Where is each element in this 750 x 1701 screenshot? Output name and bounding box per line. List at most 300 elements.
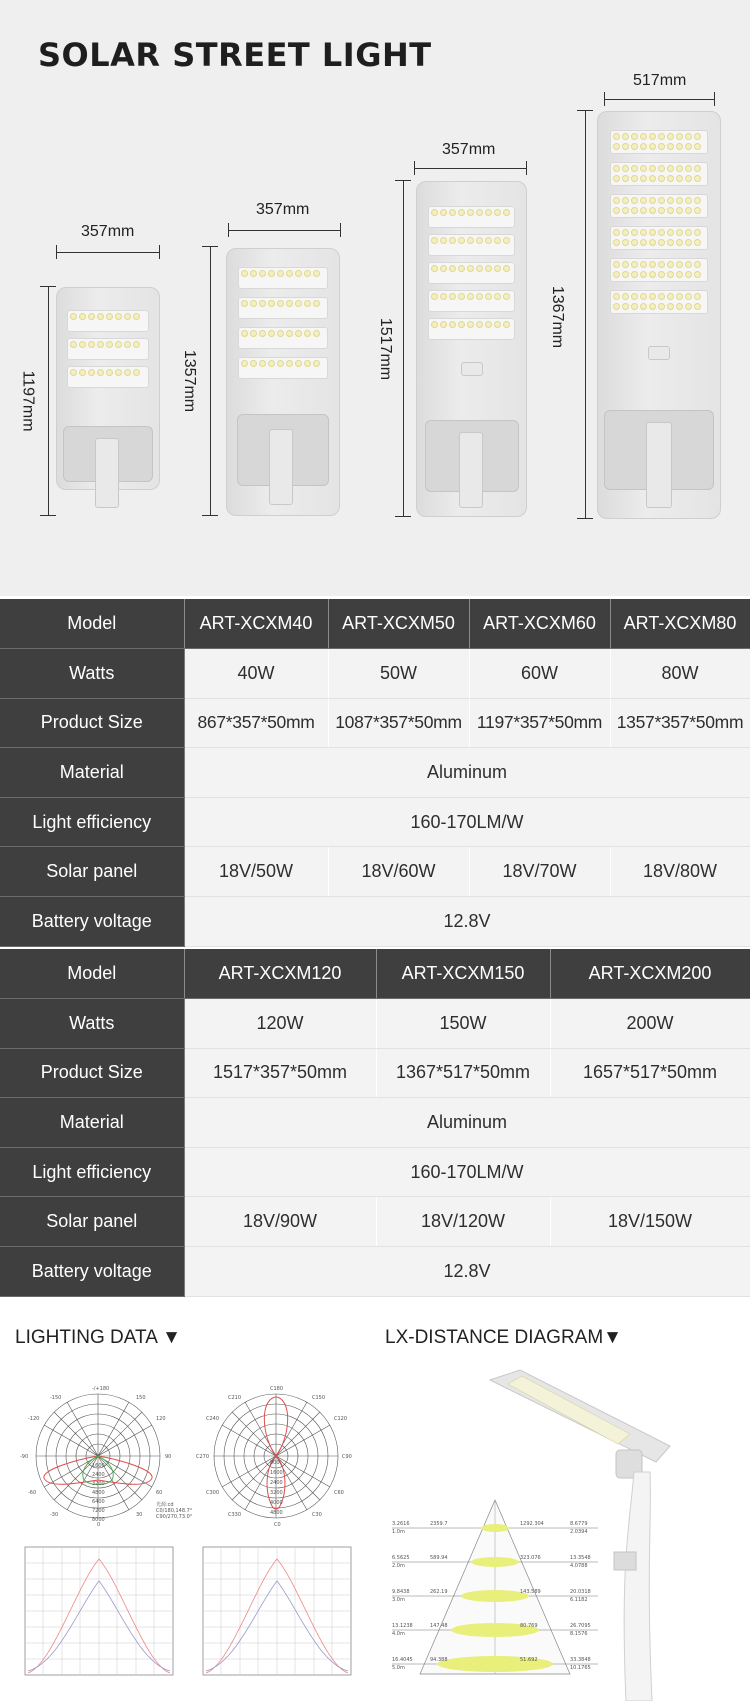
lx-distance: 1.0m bbox=[392, 1529, 405, 1535]
led-chip bbox=[676, 229, 683, 236]
table-cell: 18V/80W bbox=[610, 847, 750, 897]
table-cell-merged: 12.8V bbox=[184, 1247, 750, 1297]
lx-value: 2359.7 bbox=[430, 1521, 448, 1527]
lx-value: 10.1765 bbox=[570, 1665, 591, 1671]
table-cell: ART-XCXM200 bbox=[550, 949, 750, 999]
led-chip bbox=[622, 165, 629, 172]
led-chip bbox=[97, 369, 104, 376]
led-chip bbox=[494, 293, 501, 300]
led-chip bbox=[631, 143, 638, 150]
led-chip bbox=[640, 143, 647, 150]
lx-value: 20.0318 bbox=[570, 1589, 591, 1595]
led-chip bbox=[676, 143, 683, 150]
led-chip bbox=[676, 271, 683, 278]
led-chip bbox=[676, 239, 683, 246]
led-chip bbox=[649, 207, 656, 214]
led-chip bbox=[658, 261, 665, 268]
ring-label: 8000 bbox=[92, 1517, 105, 1523]
table-row bbox=[0, 897, 750, 947]
lx-value: 6.1182 bbox=[570, 1597, 588, 1603]
table-row bbox=[0, 698, 750, 748]
row-label: Watts bbox=[0, 999, 184, 1049]
row-label: Model bbox=[0, 949, 184, 999]
led-chip bbox=[694, 197, 701, 204]
led-chip bbox=[97, 341, 104, 348]
led-module bbox=[238, 267, 328, 289]
table-cell-merged: 12.8V bbox=[184, 897, 750, 947]
led-chip bbox=[295, 300, 302, 307]
led-chip bbox=[613, 175, 620, 182]
led-chip bbox=[694, 175, 701, 182]
led-chip bbox=[449, 209, 456, 216]
lx-value: 51.692 bbox=[520, 1657, 538, 1663]
led-chip bbox=[685, 239, 692, 246]
led-chip bbox=[259, 360, 266, 367]
polar-label: C180 bbox=[270, 1386, 284, 1392]
led-chip bbox=[268, 270, 275, 277]
lx-value: 8.6779 bbox=[570, 1521, 588, 1527]
led-chip bbox=[277, 330, 284, 337]
led-chip bbox=[631, 133, 638, 140]
polar-label: 0 bbox=[97, 1522, 101, 1528]
led-chip bbox=[667, 143, 674, 150]
lx-value: 16.4045 bbox=[392, 1657, 413, 1663]
led-chip bbox=[124, 369, 131, 376]
led-chip bbox=[649, 143, 656, 150]
lx-value: 8.1576 bbox=[570, 1631, 588, 1637]
led-chip bbox=[241, 330, 248, 337]
polar-label: -30 bbox=[50, 1512, 59, 1518]
table-cell: ART-XCXM60 bbox=[469, 599, 610, 649]
lx-value: 3.2616 bbox=[392, 1521, 410, 1527]
table-cell: 150W bbox=[376, 999, 550, 1049]
lx-value: 262.19 bbox=[430, 1589, 448, 1595]
led-chip bbox=[640, 271, 647, 278]
table-cell: 18V/150W bbox=[550, 1197, 750, 1247]
led-panel bbox=[508, 1376, 630, 1444]
lamp3-image bbox=[416, 181, 527, 517]
led-chip bbox=[694, 133, 701, 140]
led-chip bbox=[676, 293, 683, 300]
lx-value: 80.769 bbox=[520, 1623, 538, 1629]
lx-distance: 4.0m bbox=[392, 1631, 405, 1637]
polar-label: C90 bbox=[342, 1454, 352, 1460]
led-chip bbox=[631, 271, 638, 278]
led-chip bbox=[685, 165, 692, 172]
lamp-mount bbox=[269, 429, 293, 505]
led-chip bbox=[259, 300, 266, 307]
led-chip bbox=[649, 271, 656, 278]
led-chip bbox=[685, 207, 692, 214]
table-cell: 1367*517*50mm bbox=[376, 1048, 550, 1098]
table-cell: ART-XCXM150 bbox=[376, 949, 550, 999]
led-chip bbox=[631, 261, 638, 268]
row-label: Material bbox=[0, 748, 184, 798]
lamp2-height-label: 1357mm bbox=[181, 349, 199, 413]
led-chip bbox=[685, 197, 692, 204]
polar-label: C210 bbox=[228, 1395, 242, 1401]
lamp4-height-label: 1367mm bbox=[549, 285, 567, 349]
polar-label: C60 bbox=[334, 1490, 344, 1496]
led-chip bbox=[613, 261, 620, 268]
led-chip bbox=[694, 271, 701, 278]
led-chip bbox=[286, 360, 293, 367]
table-row bbox=[0, 1098, 750, 1148]
polar-label: 150 bbox=[136, 1395, 146, 1401]
led-module bbox=[610, 258, 708, 282]
polar-legend: C0/180,148.7° bbox=[156, 1508, 193, 1514]
lamp4-width-label: 517mm bbox=[633, 72, 687, 89]
lx-distance: 5.0m bbox=[392, 1665, 405, 1671]
table-cell: 1357*357*50mm bbox=[610, 698, 750, 748]
spec-table-2 bbox=[0, 949, 750, 1297]
lamp2-width-label: 357mm bbox=[256, 201, 310, 218]
led-chip bbox=[667, 165, 674, 172]
led-chip bbox=[622, 175, 629, 182]
led-chip bbox=[685, 261, 692, 268]
led-chip bbox=[640, 165, 647, 172]
led-chip bbox=[467, 265, 474, 272]
led-chip bbox=[467, 293, 474, 300]
lamp3-height-label: 1517mm bbox=[377, 317, 395, 381]
led-chip bbox=[631, 197, 638, 204]
led-chip bbox=[613, 143, 620, 150]
led-chip bbox=[277, 270, 284, 277]
led-chip bbox=[449, 293, 456, 300]
led-chip bbox=[295, 360, 302, 367]
led-chip bbox=[631, 207, 638, 214]
led-chip bbox=[667, 207, 674, 214]
led-chip bbox=[250, 300, 257, 307]
led-chip bbox=[622, 239, 629, 246]
table-row bbox=[0, 748, 750, 798]
led-module bbox=[428, 290, 515, 312]
led-module bbox=[67, 366, 149, 388]
led-chip bbox=[304, 300, 311, 307]
led-chip bbox=[694, 207, 701, 214]
led-chip bbox=[667, 239, 674, 246]
led-chip bbox=[313, 270, 320, 277]
led-chip bbox=[88, 369, 95, 376]
lx-distance: 2.0m bbox=[392, 1563, 405, 1569]
led-chip bbox=[685, 229, 692, 236]
led-chip bbox=[649, 229, 656, 236]
led-chip bbox=[286, 300, 293, 307]
table-cell: 200W bbox=[550, 999, 750, 1049]
led-chip bbox=[467, 237, 474, 244]
led-chip bbox=[613, 207, 620, 214]
led-chip bbox=[458, 209, 465, 216]
polar-label: 120 bbox=[156, 1416, 166, 1422]
led-chip bbox=[622, 229, 629, 236]
led-chip bbox=[613, 165, 620, 172]
ring-label: 4800 bbox=[270, 1510, 283, 1516]
led-chip bbox=[685, 303, 692, 310]
lx-value: 9.8438 bbox=[392, 1589, 410, 1595]
light-spot bbox=[481, 1524, 509, 1532]
polar-label: C270 bbox=[196, 1454, 210, 1460]
table-cell-merged: Aluminum bbox=[184, 1098, 750, 1148]
lamp1-width-line bbox=[56, 252, 160, 253]
led-chip bbox=[640, 175, 647, 182]
led-chip bbox=[640, 239, 647, 246]
led-chip bbox=[640, 261, 647, 268]
led-chip bbox=[115, 369, 122, 376]
lamp1-image bbox=[56, 287, 160, 490]
table-row bbox=[0, 1048, 750, 1098]
led-chip bbox=[286, 270, 293, 277]
lx-value: 143.589 bbox=[520, 1589, 541, 1595]
led-chip bbox=[676, 261, 683, 268]
lx-value: 147.48 bbox=[430, 1623, 448, 1629]
led-chip bbox=[640, 229, 647, 236]
table-cell: 40W bbox=[184, 649, 328, 699]
led-chip bbox=[503, 209, 510, 216]
led-module bbox=[67, 338, 149, 360]
row-label: Material bbox=[0, 1098, 184, 1148]
led-chip bbox=[259, 270, 266, 277]
led-chip bbox=[115, 341, 122, 348]
led-chip bbox=[649, 303, 656, 310]
led-chip bbox=[658, 175, 665, 182]
led-chip bbox=[313, 300, 320, 307]
table-cell-merged: 160-170LM/W bbox=[184, 797, 750, 847]
led-chip bbox=[133, 369, 140, 376]
lx-value: 1292.304 bbox=[520, 1521, 544, 1527]
led-chip bbox=[640, 197, 647, 204]
led-chip bbox=[440, 237, 447, 244]
led-chip bbox=[658, 207, 665, 214]
led-chip bbox=[458, 293, 465, 300]
led-chip bbox=[503, 237, 510, 244]
polar-label: -60 bbox=[28, 1490, 37, 1496]
ring-label: 3200 bbox=[92, 1481, 105, 1487]
led-chip bbox=[106, 341, 113, 348]
led-chip bbox=[250, 330, 257, 337]
led-module bbox=[238, 297, 328, 319]
led-chip bbox=[613, 293, 620, 300]
led-chip bbox=[622, 293, 629, 300]
lx-value: 94.388 bbox=[430, 1657, 448, 1663]
polar-label: -/+180 bbox=[92, 1386, 110, 1392]
led-chip bbox=[640, 133, 647, 140]
led-module bbox=[610, 226, 708, 250]
led-chip bbox=[649, 197, 656, 204]
led-chip bbox=[431, 293, 438, 300]
led-chip bbox=[476, 265, 483, 272]
led-chip bbox=[613, 239, 620, 246]
led-chip bbox=[676, 175, 683, 182]
table-cell: 18V/120W bbox=[376, 1197, 550, 1247]
led-chip bbox=[676, 207, 683, 214]
led-chip bbox=[97, 313, 104, 320]
lamp2-image bbox=[226, 248, 340, 516]
table-cell: 18V/90W bbox=[184, 1197, 376, 1247]
table-cell-merged: 160-170LM/W bbox=[184, 1147, 750, 1197]
row-label: Product Size bbox=[0, 1048, 184, 1098]
led-chip bbox=[667, 293, 674, 300]
polar-label: 60 bbox=[156, 1490, 163, 1496]
polar-label: -150 bbox=[50, 1395, 62, 1401]
led-chip bbox=[476, 237, 483, 244]
led-chip bbox=[658, 229, 665, 236]
led-chip bbox=[685, 133, 692, 140]
led-chip bbox=[241, 300, 248, 307]
table-row bbox=[0, 1247, 750, 1297]
table-cell: 1517*357*50mm bbox=[184, 1048, 376, 1098]
led-chip bbox=[133, 341, 140, 348]
table-row bbox=[0, 649, 750, 699]
led-chip bbox=[613, 197, 620, 204]
table-cell: ART-XCXM40 bbox=[184, 599, 328, 649]
page-title: SOLAR STREET LIGHT bbox=[38, 36, 432, 74]
table-row bbox=[0, 949, 750, 999]
led-chip bbox=[503, 265, 510, 272]
led-chip bbox=[431, 265, 438, 272]
led-chip bbox=[631, 175, 638, 182]
led-chip bbox=[676, 133, 683, 140]
lx-value: 589.94 bbox=[430, 1555, 448, 1561]
led-chip bbox=[431, 209, 438, 216]
table-cell: 1197*357*50mm bbox=[469, 698, 610, 748]
light-spot bbox=[461, 1590, 529, 1602]
ring-label: 4800 bbox=[92, 1490, 105, 1496]
led-chip bbox=[667, 229, 674, 236]
led-module bbox=[238, 327, 328, 349]
led-chip bbox=[694, 261, 701, 268]
polar-label: C0 bbox=[274, 1522, 281, 1528]
led-chip bbox=[658, 271, 665, 278]
polar-label: -90 bbox=[20, 1454, 29, 1460]
polar-legend: 光源:cd bbox=[156, 1502, 174, 1508]
led-module bbox=[428, 234, 515, 256]
led-chip bbox=[79, 341, 86, 348]
polar-label: C330 bbox=[228, 1512, 242, 1518]
table-cell: 18V/70W bbox=[469, 847, 610, 897]
led-chip bbox=[70, 341, 77, 348]
led-chip bbox=[649, 293, 656, 300]
polar-label: C240 bbox=[206, 1416, 220, 1422]
lx-value: 33.3848 bbox=[570, 1657, 591, 1663]
lx-distance: 3.0m bbox=[392, 1597, 405, 1603]
table-row bbox=[0, 1147, 750, 1197]
led-chip bbox=[694, 293, 701, 300]
led-module bbox=[67, 310, 149, 332]
led-chip bbox=[631, 293, 638, 300]
row-label: Battery voltage bbox=[0, 1247, 184, 1297]
lamp1-height-label: 1197mm bbox=[19, 370, 37, 432]
led-chip bbox=[449, 321, 456, 328]
led-chip bbox=[631, 239, 638, 246]
table-row bbox=[0, 797, 750, 847]
led-chip bbox=[304, 360, 311, 367]
polar-label: -120 bbox=[28, 1416, 40, 1422]
led-chip bbox=[667, 261, 674, 268]
polar-label: 90 bbox=[165, 1454, 172, 1460]
led-chip bbox=[485, 209, 492, 216]
product-hero bbox=[0, 0, 750, 596]
led-chip bbox=[295, 270, 302, 277]
led-module bbox=[428, 318, 515, 340]
led-chip bbox=[658, 239, 665, 246]
led-chip bbox=[676, 197, 683, 204]
row-label: Model bbox=[0, 599, 184, 649]
led-chip bbox=[88, 313, 95, 320]
led-chip bbox=[694, 303, 701, 310]
polar-label: C30 bbox=[312, 1512, 322, 1518]
led-chip bbox=[685, 293, 692, 300]
led-chip bbox=[440, 293, 447, 300]
table-cell-merged: Aluminum bbox=[184, 748, 750, 798]
lamp4-image bbox=[597, 111, 721, 519]
lx-value: 2.0394 bbox=[570, 1529, 588, 1535]
led-chip bbox=[485, 265, 492, 272]
table-cell: 867*357*50mm bbox=[184, 698, 328, 748]
led-chip bbox=[685, 143, 692, 150]
led-chip bbox=[250, 360, 257, 367]
intensity-graph-1 bbox=[22, 1545, 176, 1679]
polar-chart-1 bbox=[14, 1380, 194, 1530]
polar-label: C300 bbox=[206, 1490, 220, 1496]
led-chip bbox=[694, 165, 701, 172]
led-chip bbox=[685, 175, 692, 182]
led-chip bbox=[458, 237, 465, 244]
led-chip bbox=[250, 270, 257, 277]
led-chip bbox=[268, 300, 275, 307]
led-chip bbox=[304, 270, 311, 277]
led-chip bbox=[277, 300, 284, 307]
sensor bbox=[648, 346, 670, 360]
ring-label: 800 bbox=[270, 1460, 280, 1466]
led-chip bbox=[503, 321, 510, 328]
led-chip bbox=[70, 369, 77, 376]
led-chip bbox=[476, 321, 483, 328]
led-chip bbox=[494, 321, 501, 328]
led-module bbox=[610, 290, 708, 314]
row-label: Watts bbox=[0, 649, 184, 699]
pole-clamp bbox=[614, 1552, 636, 1570]
lx-distance-diagram bbox=[390, 1496, 600, 1686]
led-chip bbox=[494, 265, 501, 272]
table-cell: 18V/50W bbox=[184, 847, 328, 897]
ring-label: 2400 bbox=[270, 1480, 283, 1486]
led-chip bbox=[649, 175, 656, 182]
led-chip bbox=[640, 207, 647, 214]
table-cell: 50W bbox=[328, 649, 469, 699]
led-chip bbox=[494, 237, 501, 244]
led-module bbox=[610, 194, 708, 218]
led-chip bbox=[494, 209, 501, 216]
led-chip bbox=[241, 360, 248, 367]
led-chip bbox=[667, 303, 674, 310]
led-chip bbox=[467, 321, 474, 328]
led-chip bbox=[476, 209, 483, 216]
lamp-mount bbox=[95, 438, 119, 508]
led-chip bbox=[467, 209, 474, 216]
led-chip bbox=[485, 237, 492, 244]
spec-table-1 bbox=[0, 599, 750, 947]
led-chip bbox=[458, 321, 465, 328]
table-cell: 60W bbox=[469, 649, 610, 699]
row-label: Product Size bbox=[0, 698, 184, 748]
led-chip bbox=[79, 313, 86, 320]
lamp-mount bbox=[646, 422, 672, 508]
led-chip bbox=[658, 133, 665, 140]
lx-distance-title: LX-DISTANCE DIAGRAM▼ bbox=[385, 1327, 622, 1348]
led-chip bbox=[304, 330, 311, 337]
intensity-graph-2 bbox=[200, 1545, 354, 1679]
led-module bbox=[610, 162, 708, 186]
